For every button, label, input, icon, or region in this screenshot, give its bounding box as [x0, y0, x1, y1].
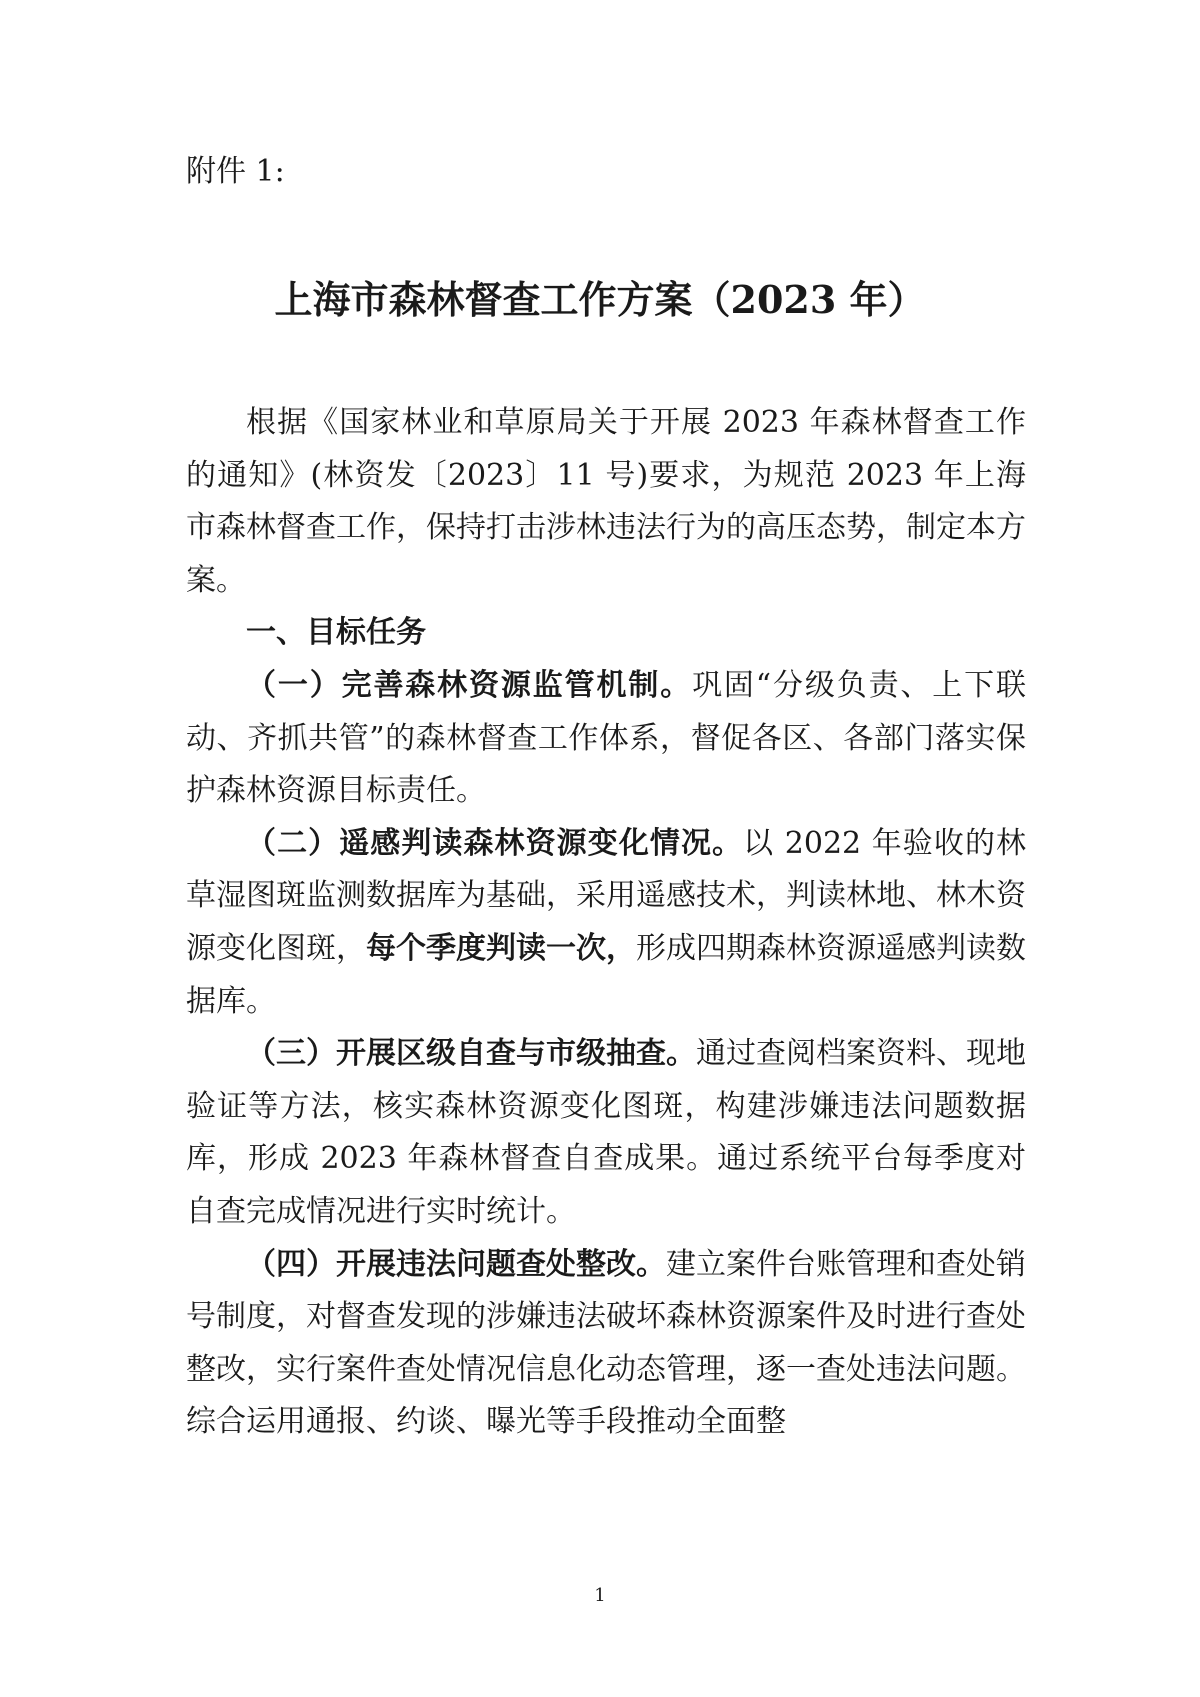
page-title: 上海市森林督查工作方案（2023 年）	[274, 277, 926, 322]
item-paragraph-4	[186, 1239, 1026, 1449]
page-number: 1	[594, 1585, 606, 1606]
section-heading: 一、目标任务	[246, 615, 426, 651]
item-lead: （三）开展区级自查与市级抽查。	[246, 1036, 696, 1072]
item-text: 通过查阅档案资料、现地验证等方法，核实森林资源变化图斑，构建涉嫌违法问题数据库，形成 2023 年森林督查自查成果。通过系统平台每季度对自查完成情况进行实时统计。	[186, 1036, 1026, 1229]
item-lead: （二）遥感判读森林资源变化情况。	[246, 825, 744, 861]
item-paragraph-3	[186, 1028, 1026, 1238]
item-lead: （四）开展违法问题查处整改。	[246, 1246, 666, 1282]
item-text: 建立案件台账管理和查处销号制度，对督查发现的涉嫌违法破坏森林资源案件及时进行查处整改，实行案件查处情况信息化动态管理，逐一查处违法问题。综合运用通报、约谈、曝光等手段推动全面整	[186, 1246, 1026, 1440]
item-text: 以 2022 年验收的林草湿图斑监测数据库为基础，采用遥感技术，判读林地、林木资源变化图斑，	[186, 825, 1027, 966]
item-text: 形成四期森林资源遥感判读数据库。	[186, 930, 1026, 1019]
document-body	[186, 397, 1026, 1449]
attachment-label: 附件 1:	[186, 154, 285, 189]
intro-paragraph: 根据《国家林业和草原局关于开展 2023 年森林督查工作的通知》(林资发〔2023〕11 号)要求，为规范 2023 年上海市森林督查工作，保持打击涉林违法行为的高压态势，制定本方案。	[186, 405, 1026, 598]
item-lead: （一）完善森林资源监管机制。	[246, 667, 693, 703]
item-paragraph-1	[186, 660, 1026, 818]
item-paragraph-2	[186, 818, 1026, 1028]
item-emphasis: 每个季度判读一次，	[366, 930, 636, 966]
item-text: 巩固“分级负责、上下联动、齐抓共管”的森林督查工作体系，督促各区、各部门落实保护森林资源目标责任。	[186, 667, 1027, 809]
